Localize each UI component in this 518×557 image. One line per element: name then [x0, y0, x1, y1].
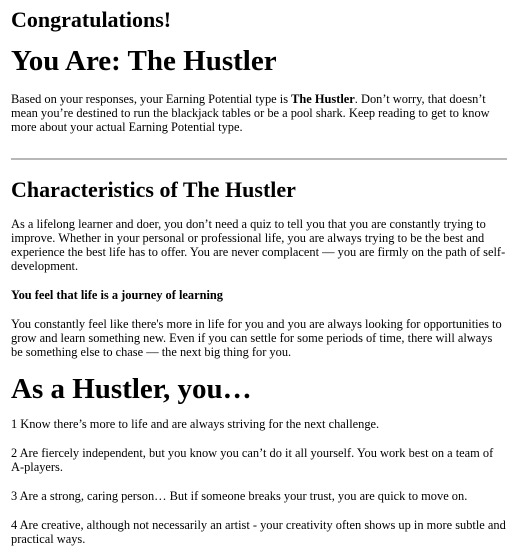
section-divider	[11, 158, 507, 160]
intro-type-name: The Hustler	[291, 92, 355, 106]
journey-paragraph: You constantly feel like there's more in life for you and you are always looking for opportunities to grow and learn something new. Even if you can settle for some periods of time, there will always be something else to chase — the next big thing for you.	[11, 317, 502, 359]
trait-item-4: 4 Are creative, although not necessarily an artist - your creativity often shows up in more subtle and practical ways.	[11, 518, 506, 546]
intro-prefix: Based on your responses, your Earning Potential type is	[11, 92, 292, 106]
characteristics-title: Characteristics of The Hustler	[11, 177, 296, 202]
trait-item-2: 2 Are fiercely independent, but you know you can’t do it all yourself. You work best on a team of A-players.	[11, 446, 494, 474]
traits-title: As a Hustler, you…	[11, 373, 252, 405]
congrats-heading: Congratulations!	[11, 7, 172, 32]
trait-list	[11, 417, 507, 546]
intro-suffix: . Don’t worry, that doesn’t mean you’re destined to run the blackjack tables or be a pool shark. Keep reading to get to know more about your actual Earning Potential type.	[11, 92, 490, 134]
journey-subheading: You feel that life is a journey of learning	[11, 288, 223, 302]
trait-item-3: 3 Are a strong, caring person… But if someone breaks your trust, you are quick to move on.	[11, 489, 468, 503]
intro-paragraph	[11, 92, 507, 134]
trait-item-1: 1 Know there’s more to life and are always striving for the next challenge.	[11, 417, 380, 431]
result-title: You Are: The Hustler	[11, 45, 277, 77]
characteristics-paragraph: As a lifelong learner and doer, you don’t need a quiz to tell you that you are constantly trying to improve. Whether in your personal or professional life, you are always trying to be the best and experience the best life has to offer. You are never complacent — you are firmly on the path of self-development.	[11, 217, 506, 273]
